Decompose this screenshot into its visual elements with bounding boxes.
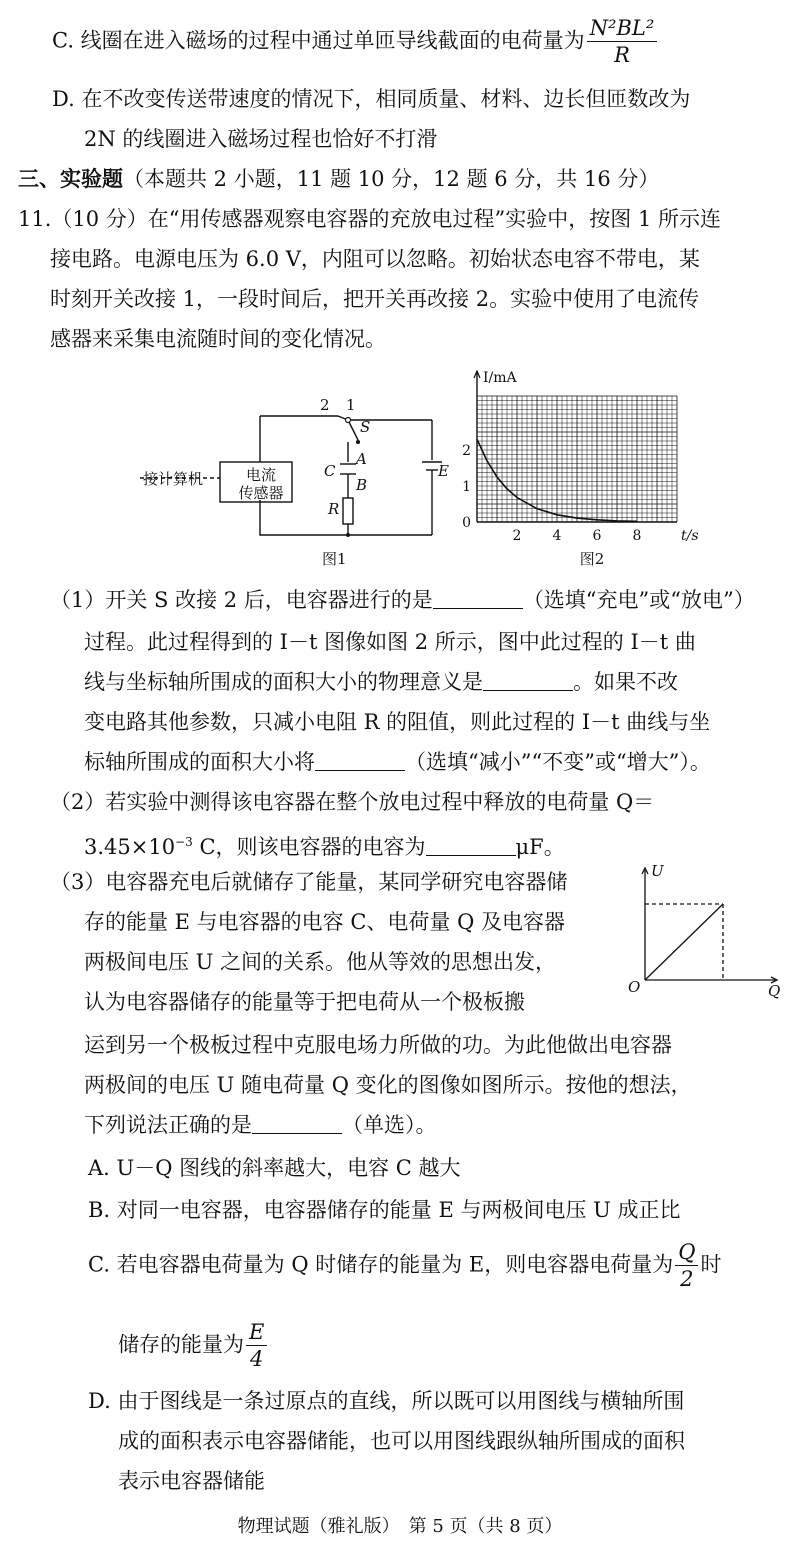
x-tick-label: 4	[552, 528, 562, 544]
junction-dot	[346, 533, 350, 537]
part1-line3: 线与坐标轴所围成的面积大小的物理意义是 。如果不改	[84, 670, 678, 694]
part3-line: 存的能量 E 与电容器的电容 C、电荷量 Q 及电容器	[84, 910, 565, 934]
part3-line: （3）电容器充电后就储存了能量，某同学研究电容器储	[50, 870, 568, 894]
y-tick-label: 2	[462, 443, 471, 459]
y-tick-label: 1	[462, 479, 471, 495]
q11-intro-line: 接电路。电源电压为 6.0 V，内阻可以忽略。初始状态电容不带电，某	[50, 247, 700, 271]
option-c-line1: C. 若电容器电荷量为 Q 时储存的能量为 E，则电容器电荷量为 $\frac{Q}{2}$ 时	[88, 1240, 722, 1291]
wire	[260, 500, 432, 535]
chart-caption: 图2	[579, 550, 605, 568]
part3-line: 两极间的电压 U 随电荷量 Q 变化的图像如图所示。按他的想法，	[84, 1073, 692, 1097]
switch-blade	[348, 420, 358, 440]
part3-line7: 下列说法正确的是 （单选）。	[84, 1113, 437, 1137]
prev-option-d-line1: D. 在不改变传送带速度的情况下，相同质量、材料、边长但匝数改为	[52, 87, 691, 111]
battery-e-label: E	[438, 462, 449, 480]
y-axis-label: I/mA	[483, 370, 517, 386]
answer-blank[interactable]	[252, 1113, 342, 1134]
plate-b-label: B	[356, 476, 368, 494]
q11-intro-line: 时刻开关改接 1，一段时间后，把开关再改接 2。实验中使用了电流传	[50, 287, 700, 311]
resistor	[343, 498, 353, 524]
x-tick-label: 2	[512, 528, 522, 544]
option-b: B. 对同一电容器，电容器储存的能量 E 与两极间电压 U 成正比	[88, 1198, 681, 1222]
answer-blank[interactable]	[315, 750, 405, 771]
part3-line: 运到另一个极板过程中克服电场力所做的功。为此他做出电容器	[84, 1033, 672, 1057]
sensor-label-1: 电流	[245, 466, 276, 484]
i-t-chart	[455, 368, 705, 568]
part3-line: 认为电容器储存的能量等于把电荷从一个极板搬	[84, 990, 525, 1014]
prev-option-d-line2: 2N 的线圈进入磁场过程也恰好不打滑	[84, 127, 438, 151]
u-q-line	[645, 904, 723, 980]
q11-intro-line: 感器来采集电流随时间的变化情况。	[50, 327, 386, 351]
section-heading: 三、实验题（本题共 2 小题，11 题 10 分，12 题 6 分，共 16 分）	[18, 166, 660, 191]
resistor-r-label: R	[328, 500, 340, 518]
origin-label: O	[628, 978, 641, 996]
q11-intro-line: 11.（10 分）在“用传感器观察电容器的充放电过程”实验中，按图 1 所示连	[18, 207, 721, 231]
answer-blank[interactable]	[433, 588, 523, 609]
plate-a-label: A	[356, 450, 367, 468]
x-axis-label: t/s	[681, 528, 699, 544]
option-d-line1: D. 由于图线是一条过原点的直线，所以既可以用图线与横轴所围	[88, 1389, 685, 1413]
fraction: $\frac{E}{4}$	[246, 1322, 267, 1370]
page-footer: 物理试题（雅礼版） 第 5 页（共 8 页）	[237, 1516, 563, 1537]
terminal-2-label: 2	[320, 396, 330, 414]
x-tick-label: 8	[632, 528, 642, 544]
sensor-label-2: 传感器	[238, 484, 284, 502]
switch-pivot	[346, 418, 351, 423]
part2-line1: （2）若实验中测得该电容器在整个放电过程中释放的电荷量 Q＝	[50, 790, 655, 814]
fraction: $\frac{Q}{2}$	[675, 1242, 698, 1290]
capacitor-c-label: C	[324, 462, 336, 480]
part1-line1: （1）开关 S 改接 2 后，电容器进行的是 （选填“充电”或“放电”）	[50, 588, 755, 612]
option-d-line2: 成的面积表示电容器储能，也可以用图线跟纵轴所围成的面积	[118, 1429, 685, 1453]
x-tick-label: 6	[592, 528, 602, 544]
switch-s-label: S	[360, 418, 371, 436]
answer-blank[interactable]	[426, 835, 516, 856]
part2-line2: $3.45\times 10^{-3}$ C，则该电容器的电容为 μF。	[84, 835, 565, 859]
computer-label: 接计算机	[143, 470, 204, 488]
option-c-line2: 储存的能量为 $\frac{E}{4}$	[118, 1322, 269, 1370]
part1-line2: 过程。此过程得到的 I－t 图像如图 2 所示，图中此过程的 I－t 曲	[84, 630, 696, 654]
part3-line: 两极间电压 U 之间的关系。他从等效的思想出发，	[84, 950, 557, 974]
part1-line5: 标轴所围成的面积大小将 （选填“减小”“不变”或“增大”）。	[84, 750, 711, 774]
prev-option-c: C. 线圈在进入磁场的过程中通过单匝导线截面的电荷量为 $\frac{\text{N²BL²}}{R}$	[52, 18, 659, 66]
u-axis-label: U	[651, 862, 664, 880]
terminal-1-label: 1	[346, 396, 356, 414]
q-axis-label: Q	[768, 982, 781, 1000]
answer-blank[interactable]	[483, 670, 573, 691]
fraction: $\frac{\text{N²BL²}}{R}$	[587, 18, 658, 66]
u-q-graph	[625, 860, 785, 1000]
option-a: A. U－Q 图线的斜率越大，电容 C 越大	[88, 1156, 461, 1180]
switch-contact	[356, 440, 360, 444]
y-tick-label: 0	[462, 515, 471, 531]
fig1-caption: 图1	[322, 550, 347, 568]
part1-line4: 变电路其他参数，只减小电阻 R 的阻值，则此过程的 I－t 曲线与坐	[84, 710, 711, 734]
option-d-line3: 表示电容器储能	[118, 1469, 265, 1493]
